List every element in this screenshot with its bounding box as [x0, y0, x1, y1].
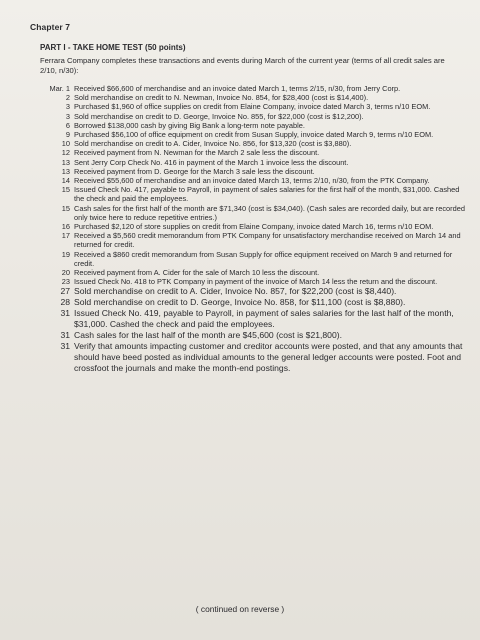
entry-date: 15	[61, 203, 70, 213]
entry-date: 31	[60, 330, 70, 341]
transaction-entry	[28, 250, 468, 268]
entry-text: Purchased $2,120 of store supplies on credit from Elaine Company, invoice dated March 16, terms n/10 EOM.	[74, 222, 434, 232]
continued-note: ( continued on reverse )	[195, 604, 285, 614]
entry-date: 28	[60, 297, 70, 308]
entry-text: Sold merchandise on credit to D. George, Invoice No. 855, for $22,000 (cost is $12,200).	[74, 111, 364, 121]
entry-text: Sent Jerry Corp Check No. 416 in payment of the March 1 invoice less the discount.	[74, 157, 349, 167]
transaction-entry	[28, 139, 468, 148]
transaction-entry	[28, 341, 468, 374]
entry-date: Mar. 1	[49, 84, 70, 93]
entry-text: Sold merchandise on credit to A. Cider, Invoice No. 856, for $13,320 (cost is $3,880).	[74, 139, 352, 149]
entry-date: 6	[65, 120, 70, 130]
transaction-entry	[28, 222, 468, 231]
entry-text: Received payment from A. Cider for the sale of March 10 less the discount.	[74, 268, 320, 278]
entry-date: 12	[61, 148, 70, 158]
transaction-entry	[28, 268, 468, 277]
entry-text: Sold merchandise on credit to A. Cider, Invoice No. 857, for $22,200 (cost is $8,440).	[74, 286, 397, 297]
entry-date: 9	[65, 130, 70, 140]
entry-text: Received $55,600 of merchandise and an invoice dated March 13, terms 2/10, n/30, from the PTK Company.	[74, 176, 430, 186]
entry-text: Received payment from D. George for the March 3 sale less the discount.	[74, 166, 315, 176]
chapter-heading: Chapter 7	[30, 22, 71, 32]
transaction-entry	[28, 93, 468, 102]
entry-date: 14	[61, 176, 70, 186]
entry-date: 3	[65, 102, 70, 112]
entry-date: 19	[61, 249, 70, 259]
transaction-entry	[28, 176, 468, 185]
entry-date: 31	[60, 341, 70, 352]
transaction-entry	[28, 277, 468, 286]
transaction-entry	[28, 112, 468, 121]
part-title: PART I - TAKE HOME TEST (50 points)	[40, 43, 186, 52]
entry-text: Sold merchandise on credit to D. George, Invoice No. 858, for $11,100 (cost is $8,880).	[74, 297, 406, 308]
entry-text: Issued Check No. 418 to PTK Company in payment of the invoice of March 14 less the return and the discount.	[74, 277, 438, 287]
transaction-entry	[28, 167, 468, 176]
entry-date: 20	[61, 268, 70, 278]
entry-date: 10	[61, 139, 70, 149]
transaction-entry	[28, 308, 468, 330]
entry-text: Issued Check No. 417, payable to Payroll, in payment of sales salaries for the first half of the month, $31,000. Cashed the check and paid the employees.	[74, 185, 460, 204]
transaction-entry	[28, 84, 468, 93]
transaction-entry	[28, 148, 468, 157]
entry-text: Borrowed $138,000 cash by giving Big Bank a long-term note payable.	[74, 120, 305, 130]
entry-date: 16	[61, 222, 70, 232]
entry-text: Received a $5,560 credit memorandum from PTK Company for unsatisfactory merchandise received on March 14 and returned for credit.	[74, 231, 461, 250]
entry-text: Cash sales for the first half of the month are $71,340 (cost is $34,040). (Cash sales are recorded daily, but are recorded only twice here to reduce repetitive entries.)	[74, 203, 465, 222]
transaction-entry	[28, 204, 468, 222]
transaction-entry	[28, 121, 468, 130]
entry-text: Issued Check No. 419, payable to Payroll, in payment of sales salaries for the last half of the month, $31,000. Cashed the check and paid the employees.	[74, 308, 454, 330]
entry-text: Verify that amounts impacting customer and creditor accounts were posted, and that any amounts that should have beed posted as individual amounts to the general ledger accounts were posted. Foot and crossfoot the journals and make the month-end postings.	[74, 341, 463, 374]
entry-date: 23	[61, 277, 70, 287]
entry-date: 31	[60, 308, 70, 319]
entry-date: 3	[65, 111, 70, 121]
entry-date: 17	[61, 231, 70, 241]
transaction-entry	[28, 231, 468, 249]
entry-date: 13	[61, 157, 70, 167]
transaction-entry	[28, 297, 468, 308]
intro-paragraph: Ferrara Company completes these transactions and events during March of the current year (terms of all credit sales are 2/10, n/30):	[40, 56, 445, 75]
transaction-entry	[28, 185, 468, 203]
transaction-entry	[28, 102, 468, 111]
entry-text: Received payment from N. Newman for the March 2 sale less the discount.	[74, 148, 320, 158]
transaction-entry	[28, 158, 468, 167]
transaction-list	[28, 84, 468, 374]
entry-date: 13	[61, 166, 70, 176]
entry-text: Purchased $1,960 of office supplies on credit from Elaine Company, invoice dated March 3, terms n/10 EOM.	[74, 102, 431, 112]
entry-date: 15	[61, 185, 70, 195]
entry-text: Sold merchandise on credit to N. Newman, Invoice No. 854, for $28,400 (cost is $14,400).	[74, 93, 369, 103]
entry-text: Received $66,600 of merchandise and an invoice dated March 1, terms 2/15, n/30, from Jerry Corp.	[74, 84, 401, 93]
transaction-entry	[28, 130, 468, 139]
transaction-entry	[28, 330, 468, 341]
entry-text: Purchased $56,100 of office equipment on credit from Susan Supply, invoice dated March 9, terms n/10 EOM.	[74, 130, 434, 140]
entry-date: 2	[65, 93, 70, 103]
entry-text: Received a $860 credit memorandum from Susan Supply for office equipment received on March 9 and returned for credit.	[74, 249, 453, 268]
transaction-entry	[28, 286, 468, 297]
entry-date: 27	[60, 286, 70, 297]
entry-text: Cash sales for the last half of the month are $45,600 (cost is $21,800).	[74, 330, 342, 341]
